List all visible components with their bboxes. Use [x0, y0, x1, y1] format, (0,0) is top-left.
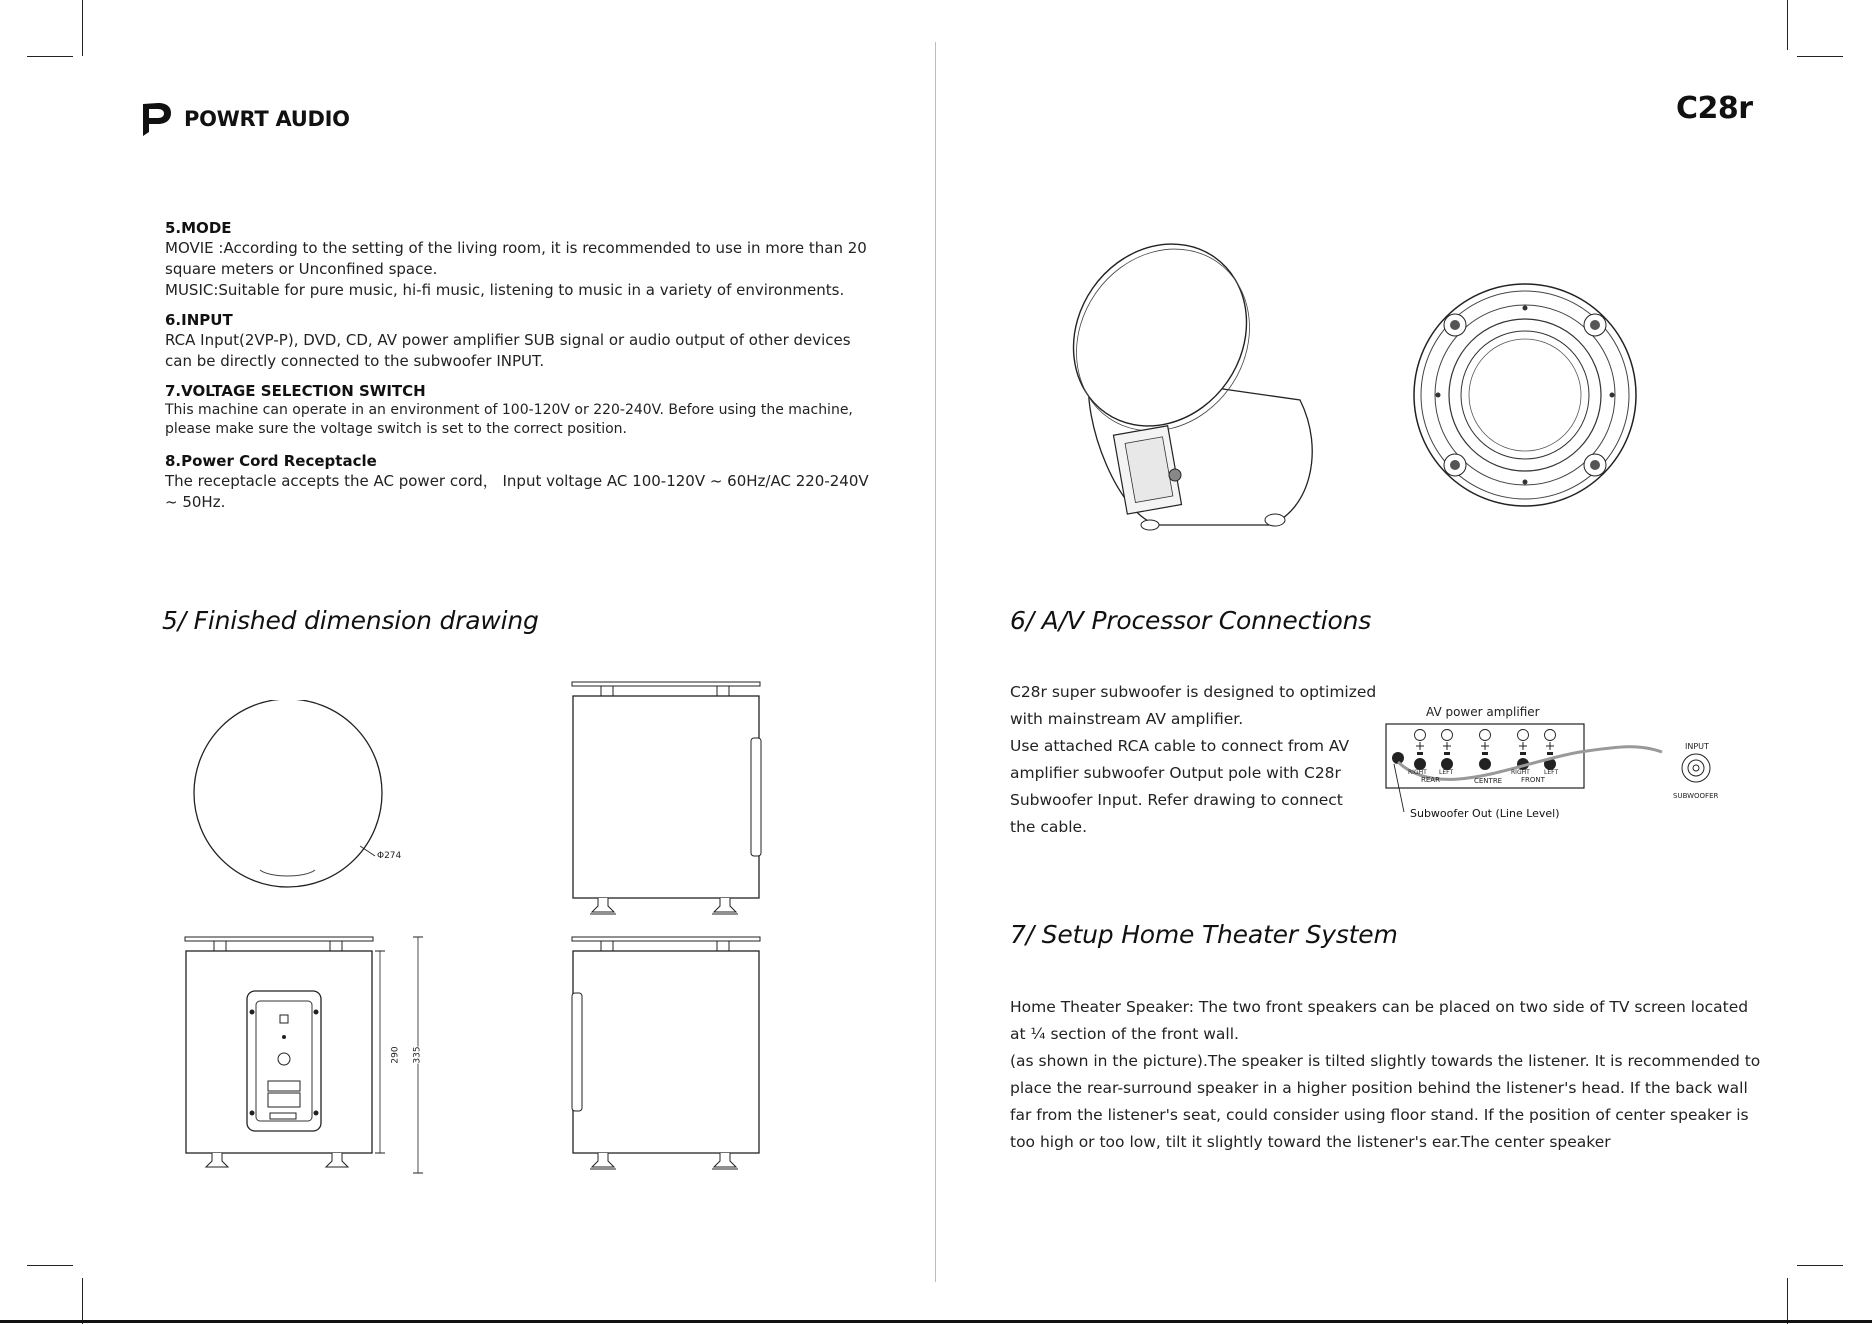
connections-text — [1010, 679, 1376, 841]
power-line-2: ~ 50Hz. — [165, 493, 226, 511]
voltage-line-1: This machine can operate in an environment of 100-120V or 220-240V. Before using the machine, — [165, 402, 853, 418]
input-label: INPUT — [1685, 742, 1709, 751]
diameter-label: Φ274 — [377, 851, 402, 861]
mode-line-1: MOVIE :According to the setting of the living room, it is recommended to use in more than 20 — [165, 239, 867, 257]
side-view-drawing-bottom — [568, 935, 768, 1180]
height-inner-label: 290 — [390, 1046, 401, 1064]
brand-logo — [140, 100, 350, 138]
channel-label-left-front: LEFT — [1544, 769, 1559, 776]
crop-mark — [27, 56, 73, 57]
setup-section-title: 7/ Setup Home Theater System — [1010, 920, 1398, 949]
setup-line: at ¼ section of the front wall. — [1010, 1025, 1239, 1043]
height-outer-label: 335 — [412, 1046, 423, 1064]
power-line-1: The receptacle accepts the AC power cord， Input voltage AC 100-120V ~ 60Hz/AC 220-240V — [165, 472, 869, 490]
setup-line: place the rear-surround speaker in a higher position behind the listener's head. If the back wall — [1010, 1079, 1748, 1097]
voltage-title: 7.VOLTAGE SELECTION SWITCH — [165, 382, 426, 400]
connections-line: amplifier subwoofer Output pole with C28r — [1010, 764, 1341, 782]
voltage-line-2: please make sure the voltage switch is set to the correct position. — [165, 421, 628, 437]
subwoofer-label: SUBWOOFER — [1673, 792, 1719, 800]
setup-line: too high or too low, tilt it slightly toward the listener's ear.The center speaker — [1010, 1133, 1611, 1151]
connections-line: with mainstream AV amplifier. — [1010, 710, 1244, 728]
crop-mark — [82, 0, 83, 56]
input-title: 6.INPUT — [165, 311, 233, 329]
channel-label-right-front: RIGHT — [1511, 769, 1530, 776]
channel-label-left-rear: LEFT — [1439, 769, 1454, 776]
amp-title: AV power amplifier — [1426, 705, 1540, 719]
group-rear-label: REAR — [1421, 776, 1440, 784]
footer-rule — [0, 1320, 1872, 1323]
group-front-label: FRONT — [1521, 776, 1545, 784]
subwoofer-driver-illustration — [1410, 280, 1640, 510]
crop-mark — [1787, 1278, 1788, 1324]
mode-title: 5.MODE — [165, 219, 232, 237]
connections-section-title: 6/ A/V Processor Connections — [1010, 606, 1372, 635]
crop-mark — [1797, 56, 1843, 57]
spec-block — [165, 218, 869, 513]
brand-name: POWRT AUDIO — [184, 107, 350, 131]
crop-mark — [1797, 1265, 1843, 1266]
setup-text — [1010, 994, 1760, 1156]
subwoofer-angled-illustration — [1040, 240, 1330, 540]
rear-view-drawing — [180, 935, 440, 1180]
crop-mark — [1787, 0, 1788, 50]
setup-line: far from the listener's seat, could consider using floor stand. If the position of center speaker is — [1010, 1106, 1749, 1124]
connections-line: C28r super subwoofer is designed to optimized — [1010, 683, 1377, 701]
input-line-2: can be directly connected to the subwoofer INPUT. — [165, 352, 545, 370]
top-view-drawing — [190, 700, 420, 890]
connections-line: the cable. — [1010, 818, 1087, 836]
setup-line: Home Theater Speaker: The two front speakers can be placed on two side of TV screen located — [1010, 998, 1749, 1016]
connections-line: Subwoofer Input. Refer drawing to connect — [1010, 791, 1343, 809]
connections-line: Use attached RCA cable to connect from AV — [1010, 737, 1350, 755]
brand-mark-icon — [140, 100, 178, 138]
model-name: C28r — [1676, 91, 1753, 126]
channel-label-right-rear: RIGHT — [1408, 769, 1427, 776]
crop-mark — [82, 1278, 83, 1324]
connection-diagram — [1380, 700, 1730, 830]
page-divider — [935, 42, 936, 1282]
setup-line: (as shown in the picture).The speaker is tilted slightly towards the listener. It is recommended to — [1010, 1052, 1761, 1070]
group-centre-label: CENTRE — [1474, 777, 1503, 785]
mode-line-2: square meters or Unconfined space. — [165, 260, 438, 278]
side-view-drawing-top — [568, 680, 768, 920]
sub-out-label: Subwoofer Out (Line Level) — [1410, 807, 1560, 820]
power-title: 8.Power Cord Receptacle — [165, 452, 377, 470]
dimension-section-title: 5/ Finished dimension drawing — [162, 606, 539, 635]
crop-mark — [27, 1265, 73, 1266]
input-line-1: RCA Input(2VP-P), DVD, CD, AV power amplifier SUB signal or audio output of other devices — [165, 331, 851, 349]
mode-line-3: MUSIC:Suitable for pure music, hi-fi music, listening to music in a variety of environments. — [165, 281, 845, 299]
